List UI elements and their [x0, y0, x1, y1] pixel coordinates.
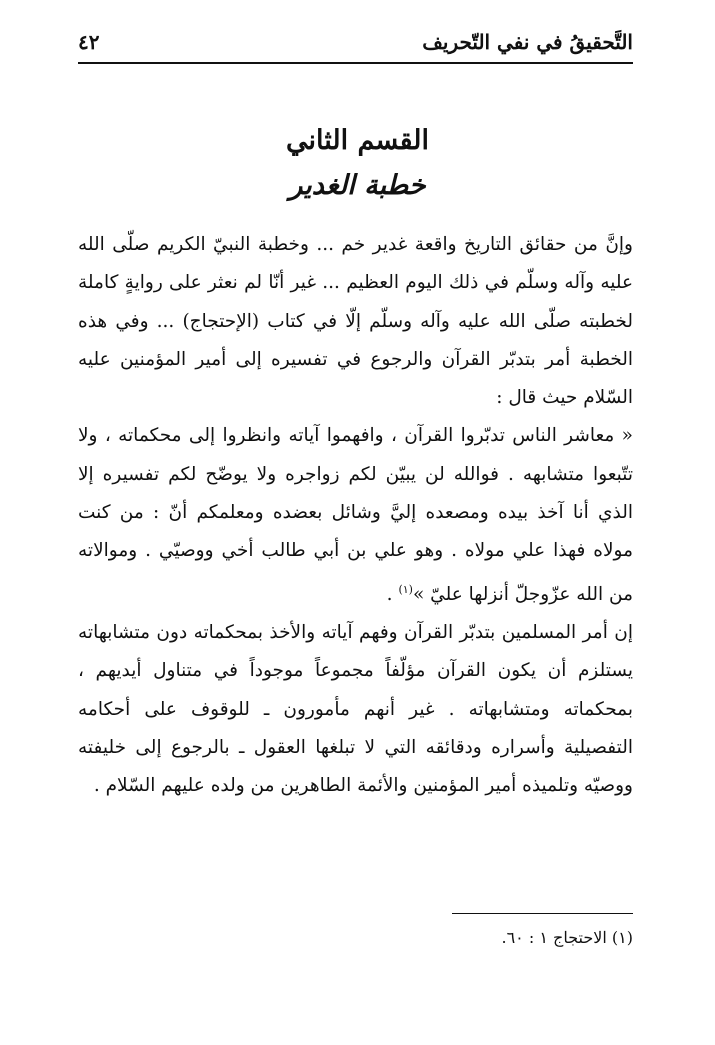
paragraph-analysis: إن أمر المسلمين بتدبّر القرآن وفهم آياته والأخذ بمحكماته دون متشابهاته يستلزم أن يكون القرآن مؤلّفاً مجموعاً موجوداً في متناول أيديهم ، بمحكماته ومتشابهاته . غير أنهم مأمورون ـ للوقوف على أحكامه التفصيلية وأسراره ودقائقه التي لا تبلغها العقول ـ بالرجوع إلى خليفته ووصيّه وتلميذه أمير المؤمنين والأئمة الطاهرين من ولده عليهم السّلام . [78, 622, 633, 797]
paragraph-intro: وإنَّ من حقائق التاريخ واقعة غدير خم ... وخطبة النبيّ الكريم صلّى الله عليه وآله وسلّم في ذلك اليوم العظيم ... غير أنّا لم نعثر على روايةٍ كاملة لخطبته صلّى الله عليه وآله وسلّم إلّا في كتاب (الإحتجاج) ... وفي هذه الخطبة أمر بتدبّر القرآن والرجوع في تفسيره إلى أمير المؤمنين عليه السّلام حيث قال : [78, 234, 633, 409]
body-text [78, 226, 633, 806]
footnote-divider [452, 913, 633, 914]
section-subheading: خطبة الغدير [289, 170, 426, 201]
page-number: ٤٢ [78, 30, 100, 54]
paragraph-quote [78, 417, 633, 614]
running-header [78, 26, 633, 64]
quote-text: « معاشر الناس تدبّروا القرآن ، وافهموا آياته وانظروا إلى محكماته ، ولا تتّبعوا متشابهه . فوالله لن يبيّن لكم زواجره ولا يوضّح لكم تفسيره إلا الذي أنا آخذ بيده ومصعده إليَّ وشائل بعضده ومعلمكم أنّ : من كنت مولاه فهذا علي مولاه . وهو علي بن أبي طالب أخي ووصيّي . وموالاته من الله عزّوجلّ أنزلها عليّ » [78, 425, 633, 605]
footnote: (١) الاحتجاج ١ : ٦٠. [501, 928, 633, 947]
section-heading: القسم الثاني [286, 125, 429, 156]
quote-end: . [386, 583, 399, 605]
running-title: التَّحقيقُ في نفي التّحريف [422, 30, 633, 54]
footnote-reference: (١) [398, 582, 413, 596]
